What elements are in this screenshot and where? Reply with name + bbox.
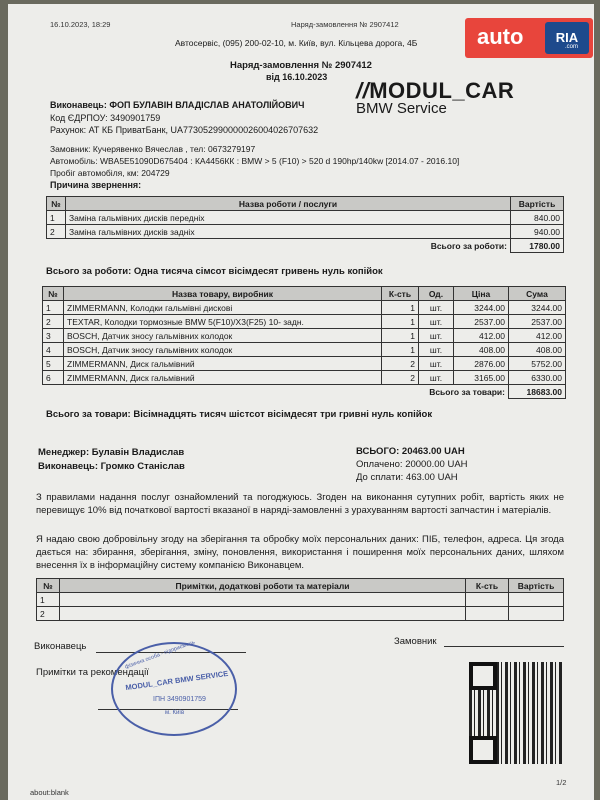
stamp-outer-text: фізична особа - підприємець [124,639,196,671]
goods-col-num: № [43,287,64,301]
goods-cell-unit: шт. [419,357,454,371]
works-total-value: 1780.00 [511,239,564,253]
notes-cell-name [60,607,466,621]
table-row [37,593,564,607]
works-col-num: № [47,197,66,211]
company-stamp [111,639,237,736]
executor-signature-label: Виконавець [34,641,87,652]
watermark-auto: auto [477,24,524,49]
notes-cell-name [60,593,466,607]
goods-cell-name: TEXTAR, Колодки тормозные BMW 5(F10)/X3(F25) 10- задн. [64,315,382,329]
goods-cell-price: 2537.00 [454,315,509,329]
footer-page-number: 1/2 [556,778,567,787]
goods-cell-name: BOSCH, Датчик зносу гальмівних колодок [64,329,382,343]
goods-cell-num: 2 [43,315,64,329]
contractor-edrpou: Код ЄДРПОУ: 3490901759 [50,113,161,123]
goods-col-price: Ціна [454,287,509,301]
brand-name: MODUL_CAR [369,78,515,103]
goods-cell-num: 4 [43,343,64,357]
goods-cell-sum: 408.00 [509,343,566,357]
goods-cell-qty: 2 [382,357,419,371]
goods-cell-sum: 6330.00 [509,371,566,385]
table-row [43,371,566,385]
watermark-ria: RIA [545,22,589,54]
table-row [47,211,564,225]
goods-cell-sum: 3244.00 [509,301,566,315]
goods-cell-unit: шт. [419,329,454,343]
goods-cell-qty: 1 [382,301,419,315]
table-row [43,357,566,371]
goods-cell-qty: 1 [382,315,419,329]
works-col-cost: Вартість [511,197,564,211]
works-cell-cost: 840.00 [511,211,564,225]
works-cell-num: 1 [47,211,66,225]
stamp-tax-code: ІПН 3490901759 [153,696,206,703]
autoria-watermark [465,18,593,58]
goods-cell-price: 3165.00 [454,371,509,385]
customer-car: Автомобіль: WBA5E51090D675404 : КА4456КК : BMW > 5 (F10) > 520 d 190hp/140kw [2014.07 - 2016.10] [50,156,460,166]
notes-col-cost: Вартість [509,579,564,593]
goods-cell-price: 3244.00 [454,301,509,315]
print-date: 16.10.2023, 18:29 [50,20,111,29]
qr-code [469,662,563,764]
works-cell-cost: 940.00 [511,225,564,239]
contractor-account: Рахунок: АТ КБ ПриватБанк, UA773052990000026004026707632 [50,125,319,135]
notes-cell-cost [509,593,564,607]
invoice-sheet [8,4,594,800]
notes-header-row [37,579,564,593]
notes-cell-num: 1 [37,593,60,607]
goods-cell-name: ZIMMERMANN, Колодки гальмівні дискові [64,301,382,315]
notes-cell-qty [466,593,509,607]
works-total-label: Всього за роботи: [430,240,507,251]
brand-slash-icon: // [356,78,370,103]
works-total-row [47,239,564,253]
goods-total-value: 18683.00 [509,385,566,399]
works-total-words: Всього за роботи: Одна тисяча сімсот вісімдесят гривень нуль копійок [46,266,383,277]
notes-cell-qty [466,607,509,621]
executor-line [38,461,185,472]
works-cell-name: Заміна гальмівних дисків задніх [66,225,511,239]
goods-cell-qty: 2 [382,371,419,385]
goods-cell-qty: 1 [382,329,419,343]
executor-text: Виконавець: Громко Станіслав [38,461,185,472]
notes-col-name: Примітки, додаткові роботи та матеріали [60,579,466,593]
notes-cell-num: 2 [37,607,60,621]
summary-total: ВСЬОГО: 20463.00 UAH [356,446,465,457]
goods-table [42,286,566,399]
table-row [43,343,566,357]
goods-cell-num: 1 [43,301,64,315]
reason-label: Причина звернення: [50,180,142,190]
manager-line [38,447,184,458]
goods-cell-name: ZIMMERMANN, Диск гальмівний [64,357,382,371]
works-col-name: Назва роботи / послуги [66,197,511,211]
goods-cell-num: 3 [43,329,64,343]
terms-paragraph-1: З правилами надання послуг ознайомлений та погоджуюсь. Згоден на виконання сутупних робіт, вартість яких не перевищує 10% від початкової вартості вказаної в наряді-замовленні з урахуванням вартості запчастин і матеріалів. [36,492,564,516]
table-row [47,225,564,239]
goods-cell-num: 5 [43,357,64,371]
customer-line: Замовник: Кучерявенко Вячеслав , тел: 0673279197 [50,144,256,154]
notes-table [36,578,564,621]
works-header-row [47,197,564,211]
works-cell-name: Заміна гальмівних дисків передніх [66,211,511,225]
watermark-com: .com [565,44,579,50]
goods-cell-price: 2876.00 [454,357,509,371]
customer-mileage: Пробіг автомобіля, км: 204729 [50,168,170,178]
goods-cell-sum: 412.00 [509,329,566,343]
goods-cell-price: 408.00 [454,343,509,357]
goods-cell-unit: шт. [419,343,454,357]
works-cell-num: 2 [47,225,66,239]
table-row [43,329,566,343]
stamp-city: м. Київ [165,710,185,716]
terms-paragraph-2: Я надаю свою добровільну згоду на зберігання та обробку моїх персональних даних: ПІБ, телефон, адреса. Ця згода дається на: збирання, зберігання, зміну, поновлення, використання і поширення моїх персональних даних, шляхом внесення їх в інформаційну систему компанією Виконавцем. [36,534,564,571]
goods-cell-unit: шт. [419,371,454,385]
notes-col-num: № [37,579,60,593]
goods-cell-price: 412.00 [454,329,509,343]
goods-total-label: Всього за товари: [429,386,505,397]
goods-cell-name: ZIMMERMANN, Диск гальмівний [64,371,382,385]
goods-cell-name: BOSCH, Датчик зносу гальмівних колодок [64,343,382,357]
goods-cell-num: 6 [43,371,64,385]
document-title: Наряд-замовлення № 2907412 [230,60,372,71]
table-row [37,607,564,621]
notes-cell-cost [509,607,564,621]
summary-due: До сплати: 463.00 UAH [356,472,458,483]
goods-cell-qty: 1 [382,343,419,357]
goods-cell-sum: 5752.00 [509,357,566,371]
goods-header-row [43,287,566,301]
goods-col-unit: Од. [419,287,454,301]
customer-signature-line [444,646,564,647]
document-date: від 16.10.2023 [266,72,328,82]
goods-col-sum: Сума [509,287,566,301]
goods-cell-sum: 2537.00 [509,315,566,329]
notes-col-qty: К-сть [466,579,509,593]
goods-col-name: Назва товару, виробник [64,287,382,301]
goods-cell-unit: шт. [419,315,454,329]
print-order-ref: Наряд-замовлення № 2907412 [291,20,399,29]
table-row [43,315,566,329]
works-table [46,196,564,253]
remarks-label: Примітки та рекомендації [36,667,149,678]
footer-url: about:blank [30,788,69,797]
summary-paid: Оплачено: 20000.00 UAH [356,459,468,470]
goods-col-qty: К-сть [382,287,419,301]
stamp-company-name: MODUL_CAR BMW SERVICE [124,668,229,693]
manager-text: Менеджер: Булавін Владислав [38,447,185,458]
goods-total-words: Всього за товари: Вісімнадцять тисяч шістсот вісімдесят три гривні нуль копійок [46,409,433,420]
goods-cell-unit: шт. [419,301,454,315]
goods-total-row [43,385,566,399]
contractor-line: Виконавець: ФОП БУЛАВІН ВЛАДІСЛАВ АНАТОЛІЙОВИЧ [50,100,305,110]
service-line: Автосервіс, (095) 200-02-10, м. Київ, вул. Кільцева дорога, 4Б [175,38,418,48]
brand-subtitle: BMW Service [356,100,447,117]
table-row [43,301,566,315]
customer-signature-label: Замовник [394,636,437,647]
